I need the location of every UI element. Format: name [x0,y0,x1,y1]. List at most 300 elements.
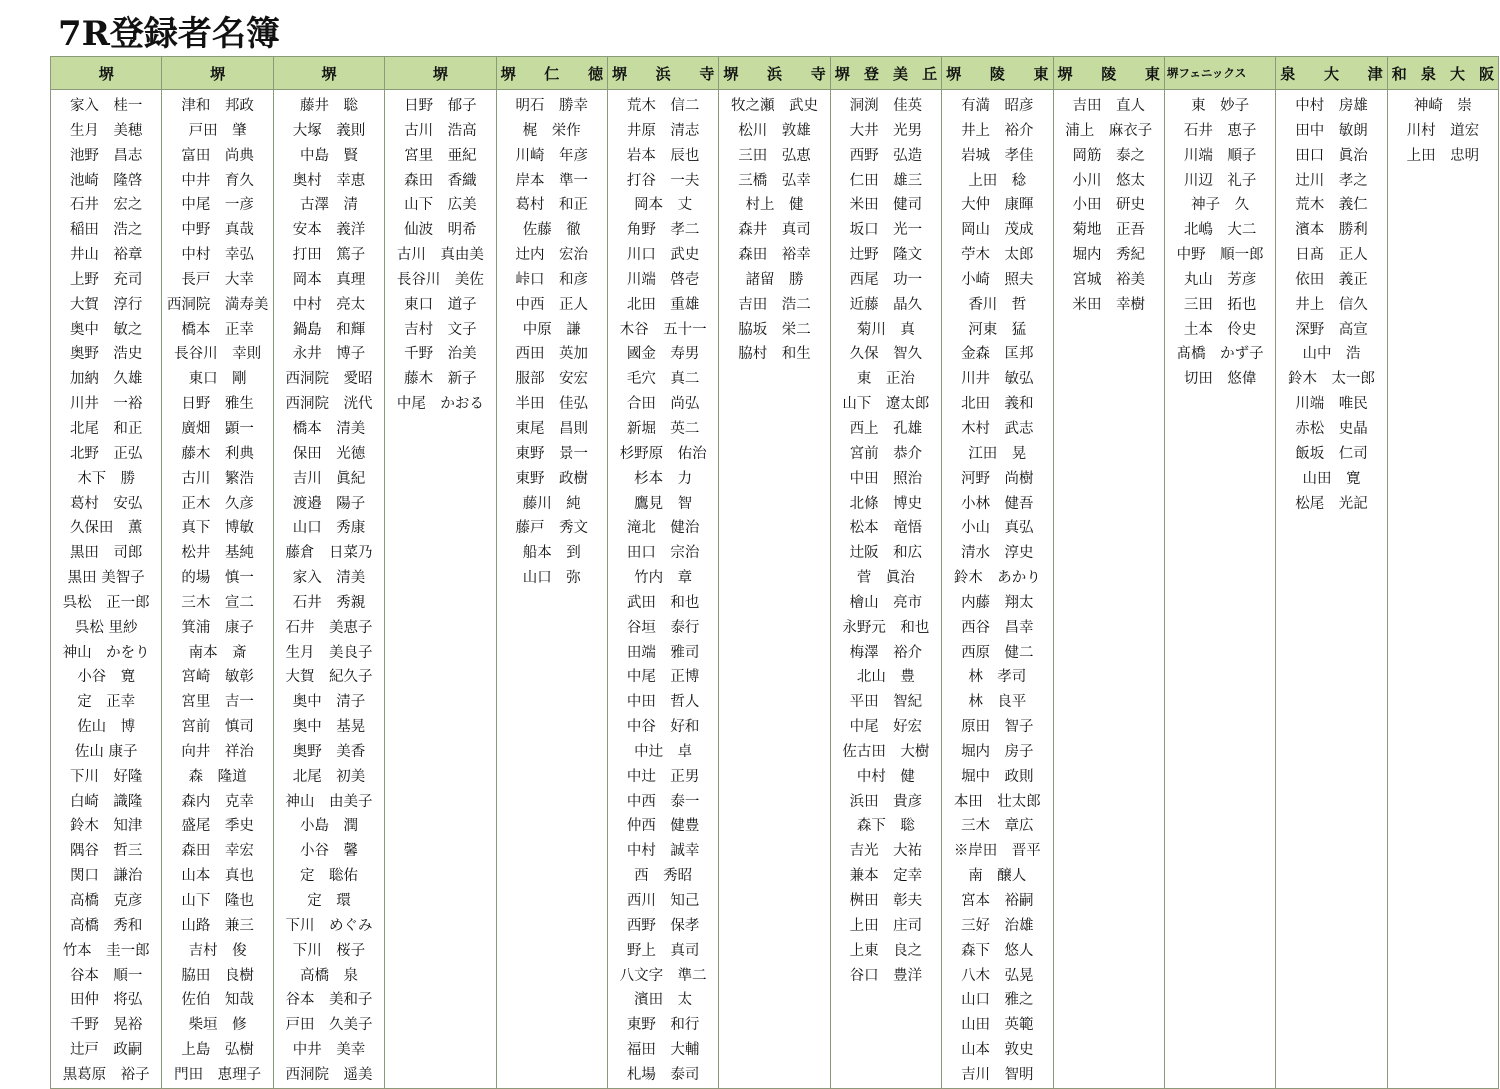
member-name: 明石 勝幸 [515,98,588,114]
member-name: 永野元 和也 [842,619,930,636]
member-name: 日野 雅生 [181,396,254,413]
member-name: 中村 房雄 [1295,98,1368,114]
member-name: 川井 一裕 [69,396,143,413]
member-name: 三田 弘恵 [738,147,811,164]
member-name: 吉田 浩二 [738,296,811,313]
member-name: 川端 順子 [1183,147,1257,164]
member-name: 岸本 準一 [515,172,588,189]
member-name: 辻野 隆文 [849,247,923,264]
member-name: 中辻 卓 [634,743,693,760]
member-name: 服部 安宏 [515,371,588,388]
member-name: 原田 智子 [961,719,1034,736]
member-name: 富田 尚典 [181,147,254,164]
member-name: 中村 亮太 [292,296,366,313]
name-list [1388,94,1498,169]
member-name: 高橋 克彦 [69,893,143,909]
column-header: 堺 [385,57,496,90]
member-name: 家入 桂一 [69,98,143,114]
member-name: 丸山 芳彦 [1183,271,1257,288]
name-list [497,94,607,591]
member-name: 黒田 美智子 [67,570,145,587]
member-name: 加納 久雄 [69,371,143,388]
member-name: 呉松 里紗 [74,619,138,636]
name-list [719,94,829,367]
member-name: 佐山 康子 [74,743,138,760]
member-name: 中田 照治 [849,470,923,487]
member-name: 川端 啓壱 [626,271,700,288]
column-cell [1053,90,1164,1089]
member-name: 中村 健 [856,768,915,785]
member-name: 生月 美穂 [69,122,143,139]
member-name: 向井 祥治 [181,743,254,760]
column-header: 和泉大阪 [1387,57,1498,90]
header-row [51,57,1499,90]
member-name: 角野 孝二 [626,222,700,239]
member-name: 赤松 史晶 [1295,420,1368,437]
member-name: 中西 正人 [515,296,588,313]
member-name: 藤木 新子 [404,371,477,388]
member-name: 小島 潤 [299,818,358,835]
member-name: 神崎 崇 [1413,98,1472,114]
member-name: 北條 博史 [849,495,923,512]
column-cell [162,90,273,1089]
member-name: 江田 晃 [968,445,1027,462]
member-name: 上田 庄司 [849,917,923,934]
member-name: 浦上 麻衣子 [1065,122,1153,139]
member-name: 中野 順一郎 [1176,247,1264,264]
member-name: 内藤 翔太 [961,594,1034,611]
member-name: 中尾 かおる [396,396,484,413]
member-name: 小谷 寛 [77,669,136,686]
member-name: 藤井 聡 [299,98,358,114]
member-name: 下川 桜子 [292,942,366,959]
member-name: 仲西 健豊 [626,818,700,835]
member-name: 小田 研史 [1072,197,1145,214]
member-name: 三田 拓也 [1183,296,1257,313]
member-name: 木谷 五十一 [619,321,707,338]
member-name: 山中 浩 [1302,346,1361,363]
column-header: 泉 大 津 [1276,57,1387,90]
column-header: 堺フェニックス [1164,57,1275,90]
name-list [51,94,161,1088]
names-row [51,90,1499,1089]
member-name: 谷口 豊洋 [849,967,923,984]
roster-table [50,56,1499,1089]
member-name: 兼本 定幸 [849,868,923,885]
member-name: 中尾 一彦 [181,197,254,214]
column-header: 堺 陵 東 [1053,57,1164,90]
name-list [1054,94,1164,318]
member-name: 山口 雅之 [961,992,1034,1009]
member-name: 北尾 和正 [69,420,143,437]
member-name: 峠口 和彦 [515,271,588,288]
column-header: 堺登美丘 [830,57,941,90]
column-header: 堺 浜 寺 [719,57,830,90]
member-name: 東 正治 [856,371,915,388]
member-name: 石井 宏之 [69,197,143,214]
member-name: 中原 謙 [522,321,581,338]
member-name: 林 良平 [968,694,1027,711]
name-list [385,94,495,417]
member-name: 菊川 真 [856,321,915,338]
member-name: 福田 大輔 [626,1042,700,1059]
member-name: 辻内 宏治 [515,247,588,264]
member-name: 関口 謙治 [69,868,143,885]
member-name: 藤戸 秀文 [515,520,588,537]
member-name: 中尾 正博 [626,669,700,686]
member-name: 佐山 博 [77,719,136,736]
member-name: 谷本 順一 [69,967,143,984]
member-name: 吉村 文子 [404,321,477,338]
member-name: 近藤 晶久 [849,296,923,313]
member-name: 藤倉 日菜乃 [285,545,373,562]
member-name: 真下 博敏 [181,520,254,537]
member-name: 森下 悠人 [961,942,1034,959]
member-name: 西川 知己 [626,893,700,909]
member-name: 濱田 太 [634,992,693,1009]
member-name: 小林 健吾 [961,495,1034,512]
member-name: 北嶋 大二 [1183,222,1257,239]
member-name: 井上 信久 [1295,296,1368,313]
member-name: 半田 佳弘 [515,396,588,413]
column-cell [385,90,496,1089]
member-name: 有満 昭彦 [961,98,1034,114]
column-cell [607,90,718,1089]
member-name: 上東 良之 [849,942,923,959]
member-name: 下川 めぐみ [285,917,373,934]
column-header: 堺 浜 寺 [607,57,718,90]
column-cell [1164,90,1275,1089]
member-name: 飯坂 仁司 [1295,445,1368,462]
member-name: 中辻 正男 [626,768,700,785]
member-name: 隅谷 哲三 [69,843,143,860]
member-name: 船本 到 [522,545,581,562]
member-name: 中井 美幸 [292,1042,366,1059]
member-name: 井原 清志 [626,122,700,139]
member-name: 辻川 孝之 [1295,172,1368,189]
member-name: 定 聡佑 [299,868,358,885]
member-name: 木村 武志 [961,420,1034,437]
column-header: 堺 [51,57,162,90]
member-name: 辻戸 政嗣 [69,1042,143,1059]
member-name: 日野 郁子 [404,98,477,114]
member-name: 西洞院 洸代 [285,396,373,413]
member-name: 廣畑 顕一 [181,420,254,437]
column-cell [1276,90,1387,1089]
member-name: 千野 晃裕 [69,1017,143,1034]
member-name: 諸留 勝 [745,271,804,288]
member-name: 田仲 将弘 [69,992,143,1009]
member-name: 川井 敏弘 [961,371,1034,388]
member-name: 浜田 貴彦 [849,793,923,810]
member-name: 新堀 英二 [626,420,700,437]
member-name: 髙橋 かず子 [1176,346,1264,363]
name-list [1165,94,1275,392]
member-name: 谷垣 泰行 [626,619,700,636]
member-name: 橋本 清美 [292,420,366,437]
member-name: 津和 邦政 [181,98,254,114]
member-name: 戸田 肇 [188,122,247,139]
member-name: 合田 尚弘 [626,396,700,413]
member-name: 三橋 弘幸 [738,172,811,189]
member-name: 定 正幸 [77,694,136,711]
member-name: 戸田 久美子 [285,1017,373,1034]
member-name: 宮里 吉一 [181,694,254,711]
member-name: 中村 誠幸 [626,843,700,860]
member-name: 佐伯 知哉 [181,992,254,1009]
member-name: 森田 裕幸 [738,247,811,264]
column-cell [496,90,607,1089]
member-name: 中尾 好宏 [849,719,923,736]
member-name: 河東 猛 [968,321,1027,338]
member-name: 打谷 一夫 [626,172,700,189]
member-name: 上野 充司 [69,271,143,288]
member-name: 佐藤 徹 [522,222,581,239]
member-name: 中田 哲人 [626,694,700,711]
member-name: 奥村 幸恵 [292,172,366,189]
member-name: 東口 剛 [188,371,247,388]
member-name: 渡邉 陽子 [292,495,366,512]
member-name: 金森 匡邦 [961,346,1034,363]
member-name: 森下 聡 [856,818,915,835]
member-name: 木下 勝 [77,470,136,487]
member-name: 川村 道宏 [1406,122,1480,139]
member-name: 田口 宗治 [626,545,700,562]
member-name: 川辺 礼子 [1183,172,1257,189]
member-name: 川崎 年彦 [515,147,588,164]
member-name: 岡山 茂成 [961,222,1034,239]
member-name: 森田 香織 [404,172,477,189]
member-name: 下川 好隆 [69,768,143,785]
member-name: 八木 弘晃 [961,967,1034,984]
member-name: 稲田 浩之 [69,222,143,239]
member-name: 岩城 孝佳 [961,147,1034,164]
member-name: 奥中 敏之 [69,321,143,338]
member-name: 林 孝司 [968,669,1027,686]
member-name: 池崎 隆啓 [69,172,143,189]
member-name: 堀内 房子 [961,743,1034,760]
member-name: 箕浦 康子 [181,619,254,636]
member-name: 大塚 義則 [292,122,366,139]
member-name: 宮崎 敏彰 [181,669,254,686]
column-cell [51,90,162,1089]
member-name: 北尾 初美 [292,768,366,785]
member-name: 山本 敦史 [961,1042,1034,1059]
member-name: 鈴木 太一郎 [1287,371,1375,388]
member-name: 大賀 淳行 [69,296,143,313]
member-name: 米田 健司 [849,197,923,214]
member-name: 門田 恵理子 [174,1066,262,1083]
member-name: 山下 広美 [404,197,477,214]
member-name: 黒田 司郎 [69,545,143,562]
member-name: 松川 敦雄 [738,122,811,139]
member-name: 竹本 圭一郎 [62,942,150,959]
member-name: 本田 壮太郎 [953,793,1041,810]
member-name: 岡本 真理 [292,271,366,288]
member-name: 的場 慎一 [181,570,254,587]
member-name: 神子 久 [1191,197,1250,214]
column-cell [830,90,941,1089]
member-name: 辻阪 和広 [849,545,923,562]
member-name: 上島 弘樹 [181,1042,254,1059]
column-header: 堺 [273,57,384,90]
member-name: 久保 智久 [849,346,923,363]
member-name: 梅澤 裕介 [849,644,923,661]
member-name: 桝田 彰夫 [849,893,923,909]
member-name: 鷹見 智 [634,495,693,512]
member-name: 古澤 清 [299,197,358,214]
member-name: 千野 治美 [404,346,477,363]
member-name: 北田 重雄 [626,296,700,313]
member-name: 盛尾 季史 [181,818,254,835]
member-name: 保田 光德 [292,445,366,462]
member-name: 安本 義洋 [292,222,366,239]
member-name: 川口 武史 [626,247,700,264]
member-name: 上田 忠明 [1406,147,1480,164]
column-header: 堺 [162,57,273,90]
member-name: 久保田 薫 [69,520,143,537]
member-name: 吉川 眞紀 [292,470,366,487]
member-name: 高橋 泉 [299,967,358,984]
member-name: 菅 眞治 [856,570,915,587]
member-name: 神山 由美子 [285,793,373,810]
member-name: 井山 裕章 [69,247,143,264]
member-name: 小崎 照夫 [961,271,1034,288]
member-name: 西尾 功一 [849,271,923,288]
member-name: 西洞院 愛昭 [285,371,373,388]
member-name: 平田 智紀 [849,694,923,711]
member-name: 山下 隆也 [181,893,254,909]
member-name: 東 妙子 [1191,98,1250,114]
member-name: 池野 昌志 [69,147,143,164]
member-name: 山田 英範 [961,1017,1034,1034]
member-name: 北田 義和 [961,396,1034,413]
member-name: 西洞院 遥美 [285,1066,373,1083]
member-name: 中谷 好和 [626,719,700,736]
member-name: 武田 和也 [626,594,700,611]
member-name: 古川 浩高 [404,122,477,139]
member-name: 北山 豊 [856,669,915,686]
member-name: 河野 尚樹 [961,470,1034,487]
member-name: 東尾 昌則 [515,420,588,437]
column-header: 堺 陵 東 [942,57,1053,90]
member-name: 定 環 [307,893,351,909]
member-name: 依田 義正 [1295,271,1368,288]
member-name: 西野 保孝 [626,917,700,934]
member-name: 西上 孔雄 [849,420,923,437]
member-name: 山田 寛 [1302,470,1361,487]
member-name: 長戸 大幸 [181,271,254,288]
page-title: 7R登録者名簿 [58,14,280,54]
member-name: 正木 久彦 [181,495,254,512]
member-name: 苧木 太郎 [961,247,1034,264]
member-name: 白崎 識隆 [69,793,143,810]
member-name: 佐古田 大樹 [842,743,930,760]
member-name: 檜山 亮市 [849,594,923,611]
member-name: 宮前 慎司 [181,719,254,736]
member-name: 米田 幸樹 [1072,296,1145,313]
member-name: 岩本 辰也 [626,147,700,164]
member-name: 宮城 裕美 [1072,271,1145,288]
member-name: 松尾 光記 [1295,495,1368,512]
member-name: 松井 基純 [181,545,254,562]
member-name: 中井 育久 [181,172,254,189]
member-name: 野上 真司 [626,942,700,959]
member-name: 大井 光男 [849,122,923,139]
member-name: 竹内 章 [634,570,693,587]
member-name: 荒木 信二 [626,98,700,114]
member-name: 石井 秀親 [292,594,366,611]
member-name: 西原 健二 [961,644,1034,661]
column-cell [942,90,1053,1089]
member-name: 黒葛原 裕子 [62,1066,150,1083]
member-name: 滝北 健治 [626,520,700,537]
member-name: 村上 健 [745,197,804,214]
member-name: 山口 弥 [522,570,581,587]
name-list [608,94,718,1088]
member-name: 古川 繁浩 [181,470,254,487]
member-name: 山口 秀康 [292,520,366,537]
member-name: 杉野原 佑治 [619,445,707,462]
member-name: 葛村 和正 [515,197,588,214]
member-name: 奥中 基晃 [292,719,366,736]
member-name: 宮本 裕嗣 [961,893,1034,909]
member-name: 南本 斎 [188,644,247,661]
member-name: 洞渕 佳英 [849,98,923,114]
member-name: 奥野 浩史 [69,346,143,363]
member-name: 大仲 康暉 [961,197,1034,214]
member-name: 橋本 正幸 [181,321,254,338]
member-name: 深野 高宣 [1295,321,1368,338]
member-name: 山路 兼三 [181,917,254,934]
member-name: 堀中 政則 [961,768,1034,785]
member-name: 谷本 美和子 [285,992,373,1009]
name-list [274,94,384,1088]
member-name: 森内 克幸 [181,793,254,810]
member-name: 奥中 清子 [292,694,366,711]
member-name: 毛穴 真二 [626,371,700,388]
member-name: 神山 かをり [62,644,150,661]
member-name: 高橋 秀和 [69,917,143,934]
member-name: 柴垣 修 [188,1017,247,1034]
member-name: 仙波 明希 [404,222,477,239]
member-name: 日髙 正人 [1295,247,1368,264]
member-name: 井上 裕介 [961,122,1034,139]
member-name: 藤川 純 [522,495,581,512]
member-name: 脇村 和生 [738,346,811,363]
member-name: 北野 正弘 [69,445,143,462]
member-name: 札場 泰司 [626,1066,700,1083]
member-name: 西 秀昭 [634,868,693,885]
member-name: 土本 伶史 [1183,321,1257,338]
member-name: 宮前 恭介 [849,445,923,462]
member-name: 荒木 義仁 [1295,197,1368,214]
member-name: 田口 眞治 [1295,147,1368,164]
member-name: 呉松 正一郎 [62,594,150,611]
member-name: 三木 章広 [961,818,1034,835]
member-name: 長谷川 幸則 [174,346,262,363]
member-name: 三好 治雄 [961,917,1034,934]
member-name: 山本 真也 [181,868,254,885]
member-name: 仁田 雄三 [849,172,923,189]
member-name: 田中 敏朗 [1295,122,1368,139]
member-name: 三木 宣二 [181,594,254,611]
member-name: 藤木 利典 [181,445,254,462]
member-name: 吉光 大祐 [849,843,923,860]
member-name: 森 隆道 [188,768,247,785]
member-name: 西洞院 満寿美 [166,296,269,313]
member-name: 吉川 智明 [961,1066,1034,1083]
